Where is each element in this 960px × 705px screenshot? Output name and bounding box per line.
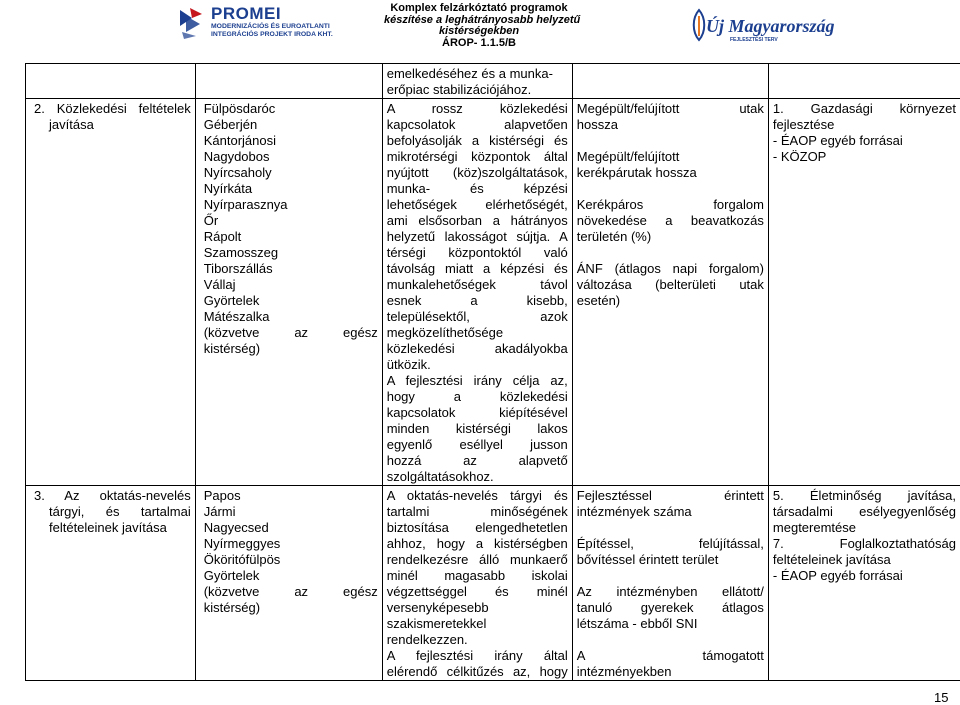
promei-emblem-icon <box>178 6 204 40</box>
settlement-item: Szamosszeg <box>203 245 279 260</box>
transport-indicators-cell <box>572 99 768 486</box>
text-line: hogy a közlekedési <box>386 389 568 404</box>
transport-description-cell <box>382 99 572 486</box>
text-line: A fejlesztési irány célja az, <box>386 373 568 388</box>
text-line: rendelkezzen. <box>386 632 468 647</box>
row1-col5-cell <box>768 64 960 99</box>
transport-settlements-cell <box>195 99 382 486</box>
text-line: esnek a kisebb, <box>386 293 568 308</box>
text-line: ütközik. <box>386 357 431 372</box>
settlement-item: Fülpösdaróc <box>203 101 276 116</box>
text-line: szakismeretekkel <box>386 616 487 631</box>
settlement-item: Vállaj <box>203 277 236 292</box>
settlement-item: Őr <box>203 213 219 228</box>
text-line: biztosítása elengedhetetlen <box>386 520 568 535</box>
transport-priorities-cell <box>768 99 960 486</box>
settlement-item: Nagyecsed <box>203 520 269 535</box>
text-line: A fejlesztési irány által <box>386 648 568 663</box>
indicator-line: Fejlesztéssel érintett <box>576 488 764 503</box>
text-line: hozzá az alapvető <box>386 453 568 468</box>
education-indicators-cell <box>572 486 768 681</box>
text-line: térségi központoktól való <box>386 245 568 260</box>
indicator-line: kerékpárutak hossza <box>576 165 697 180</box>
text-line: munkalehetőségek távol <box>386 277 568 292</box>
settlement-item: kistérség) <box>203 341 261 356</box>
text-line: A rossz közlekedési <box>386 101 568 116</box>
priority-line: - ÉAOP egyéb forrásai <box>772 133 903 148</box>
page-header <box>0 0 960 58</box>
text-line: lehetőségek elérhetőségét, <box>386 197 568 212</box>
priority-line: társadalmi esélyegyenlőség <box>772 504 956 519</box>
settlement-item: Rápolt <box>203 229 242 244</box>
text-line: szolgáltatásokhoz. <box>386 469 494 484</box>
settlement-item: Tiborszállás <box>203 261 273 276</box>
priority-line: - KÖZOP <box>772 149 827 164</box>
text-line: közlekedési akadályokba <box>386 341 568 356</box>
text-line: minél magasabb iskolai <box>386 568 568 583</box>
settlement-item: Nyírcsaholy <box>203 165 272 180</box>
objectives-table <box>25 63 960 681</box>
text-line: javítása <box>49 117 94 132</box>
text-line: elérendő célkitűzés az, hogy <box>386 664 568 679</box>
title-line3: kistérségekben <box>438 25 520 37</box>
settlement-item: (közvetve az egész <box>203 325 378 340</box>
indicator-line: hossza <box>576 117 618 132</box>
indicator-line: Kerékpáros forgalom <box>576 197 764 212</box>
text-line: kapcsolatok alapvetően <box>386 117 568 132</box>
text-line: megközelíthetősége <box>386 325 504 340</box>
row1-col4-cell <box>572 64 768 99</box>
text-line: tárgyi, és tartalmai <box>49 504 191 519</box>
settlement-item: Géberjén <box>203 117 258 132</box>
title-line1: Komplex felzárkóztató programok <box>390 2 568 14</box>
priority-line: 5. Életminőség javítása, <box>772 488 956 503</box>
priority-line: 1. Gazdasági környezet <box>772 101 956 116</box>
settlement-item: Györtelek <box>203 293 260 308</box>
text-line: erőpiac stabilizációjához. <box>386 82 532 97</box>
education-priorities-cell <box>768 486 960 681</box>
indicator-spacer <box>577 245 764 261</box>
settlement-item: Ököritófülpös <box>203 552 281 567</box>
indicator-line: ÁNF (átlagos napi forgalom) <box>576 261 764 276</box>
indicator-line: változása (belterületi utak <box>576 277 764 292</box>
text-line: befolyásolják a kistérségi és <box>386 133 568 148</box>
settlement-item: Nyírkáta <box>203 181 253 196</box>
title-line4: ÁROP- 1.1.5/B <box>442 36 516 49</box>
promei-name: PROMEI <box>211 4 282 23</box>
text-line: ahhoz, hogy a kistérségben <box>386 536 568 551</box>
text-line: nyújtott (köz)szolgáltatások, <box>386 165 568 180</box>
indicator-line: A támogatott <box>576 648 764 663</box>
priority-line: 7. Foglalkoztathatóság <box>772 536 956 551</box>
settlement-item: Györtelek <box>203 568 260 583</box>
text-line: egyenlő eséllyel jusson <box>386 437 568 452</box>
text-line: távolság miatt a képzési és <box>386 261 568 276</box>
settlement-item: Nagydobos <box>203 149 270 164</box>
indicator-line: növekedése a beavatkozás <box>576 213 764 228</box>
settlement-item: Jármi <box>203 504 236 519</box>
indicator-line: intézményekben <box>576 664 672 679</box>
uj-magyarorszag-text: Új Magyarország <box>706 16 835 36</box>
text-line: feltételeinek javítása <box>49 520 167 535</box>
indicator-line: tanuló gyerekek átlagos <box>576 600 764 615</box>
row1-col1-cell <box>26 64 196 99</box>
indicator-spacer <box>577 568 764 584</box>
table-row <box>26 64 960 99</box>
page-number: 15 <box>934 690 949 705</box>
priority-line: megteremtése <box>772 520 856 535</box>
text-line: versenyképesebb <box>386 600 489 615</box>
indicator-spacer <box>577 632 764 648</box>
settlement-item: Kántorjánosi <box>203 133 276 148</box>
indicator-line: Építéssel, felújítással, <box>576 536 764 551</box>
indicator-line: Megépült/felújított <box>576 149 680 164</box>
text-line: A oktatás-nevelés tárgyi és <box>386 488 568 503</box>
text-line: kapcsolatok kiépítésével <box>386 405 568 420</box>
text-line: 3. Az oktatás-nevelés <box>34 488 191 503</box>
table-row <box>26 99 960 486</box>
indicator-line: bővítéssel érintett terület <box>576 552 719 567</box>
education-description-cell <box>382 486 572 681</box>
text-line: 2. Közlekedési feltételek <box>34 101 191 116</box>
indicator-line: területén (%) <box>576 229 652 244</box>
priority-line: fejlesztése <box>772 117 835 132</box>
text-line: emelkedéséhez és a munka- <box>386 66 553 81</box>
indicator-line: esetén) <box>576 293 621 308</box>
project-title <box>384 2 581 49</box>
text-line: helyzetű lakosságot sújtja. A <box>386 229 568 244</box>
settlement-item: Nyírmeggyes <box>203 536 281 551</box>
text-line: ami elsősorban a hátrányos <box>386 213 568 228</box>
education-settlements-cell <box>195 486 382 681</box>
settlement-item: Papos <box>203 488 241 503</box>
text-line: munka- és képzési <box>386 181 568 196</box>
settlement-item: (közvetve az egész <box>203 584 378 599</box>
row1-col2-cell <box>195 64 382 99</box>
text-line: rendelkezésre álló munkaerő <box>386 552 568 567</box>
row1-col3-cell <box>382 64 572 99</box>
text-line: végzettséggel és minél <box>386 584 568 599</box>
indicator-spacer <box>577 520 764 536</box>
indicator-line: létszáma - ebből SNI <box>576 616 698 631</box>
settlement-item: kistérség) <box>203 600 261 615</box>
settlement-item: Mátészalka <box>203 309 270 324</box>
indicator-line: Az intézményben ellátott/ <box>576 584 764 599</box>
text-line: minden kistérségi lakos <box>386 421 568 436</box>
text-line: mikrotérségi központok által <box>386 149 568 164</box>
indicator-line: Megépült/felújított utak <box>576 101 764 116</box>
text-line: tartalmi minőségének <box>386 504 568 519</box>
promei-subtitle <box>211 23 333 39</box>
uj-magyarorszag-logo <box>688 6 835 46</box>
title-line2: készítése a leghátrányosabb helyzetű <box>384 13 581 26</box>
uj-magyarorszag-subtitle: FEJLESZTÉSI TERV <box>730 37 778 43</box>
text-line: településektől, azok <box>386 309 568 324</box>
priority-line: - ÉAOP egyéb forrásai <box>772 568 903 583</box>
indicator-spacer <box>577 133 764 149</box>
indicator-line: intézmények száma <box>576 504 692 519</box>
promei-subtitle-line1: MODERNIZÁCIÓS ÉS EUROATLANTI <box>211 23 330 30</box>
education-objective-cell <box>26 486 196 681</box>
indicator-spacer <box>577 181 764 197</box>
table-row <box>26 486 960 681</box>
transport-objective-cell <box>26 99 196 486</box>
priority-line: feltételeinek javítása <box>772 552 891 567</box>
promei-subtitle-line2: INTEGRÁCIÓS PROJEKT IRODA KHT. <box>211 31 333 38</box>
settlement-item: Nyírparasznya <box>203 197 288 212</box>
promei-logo <box>178 4 368 46</box>
